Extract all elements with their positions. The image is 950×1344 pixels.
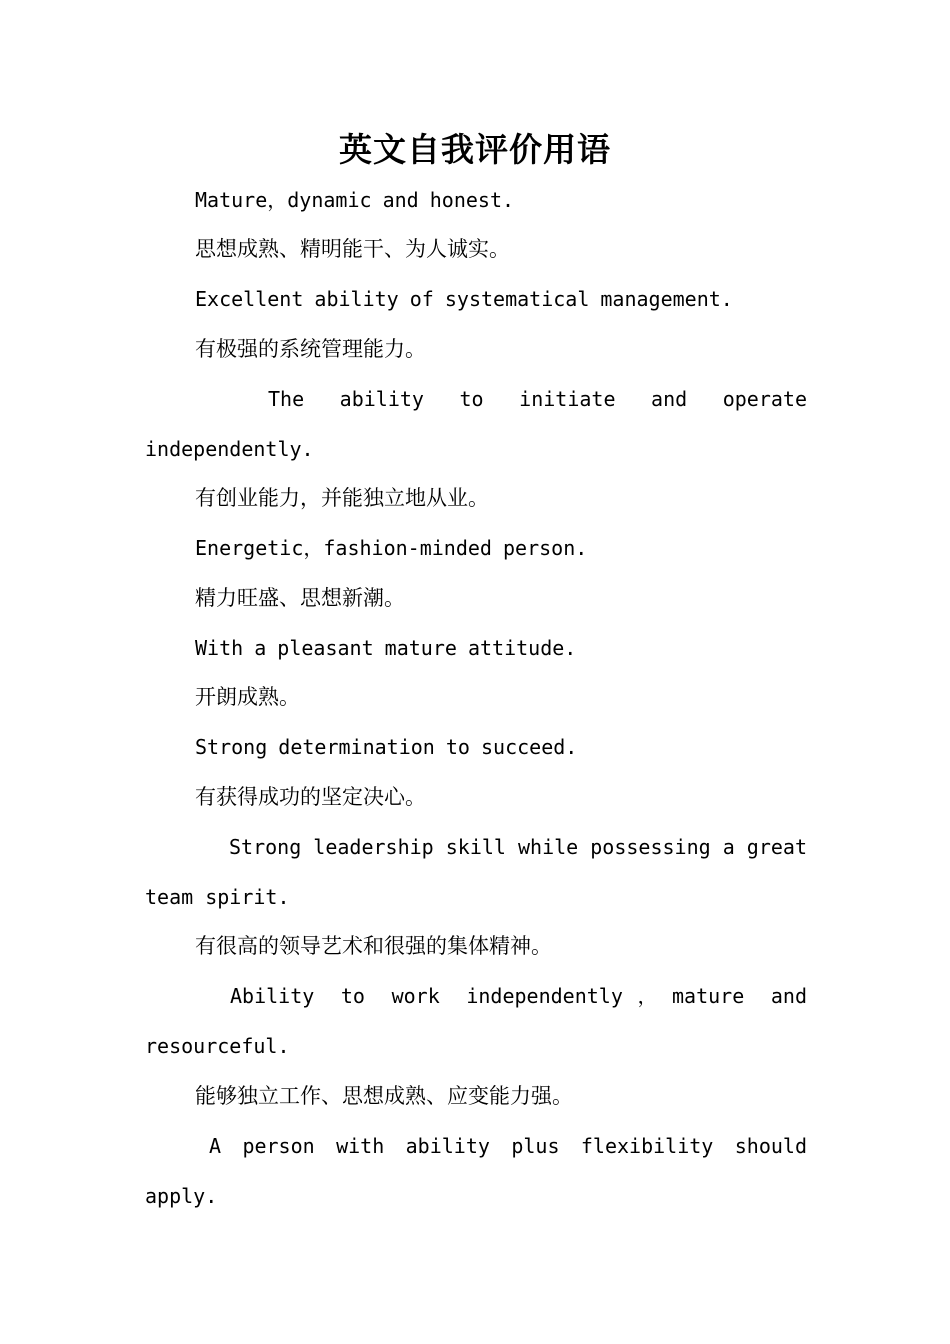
paragraph-chinese-5: 开朗成熟。 (195, 685, 300, 709)
paragraph-chinese-4: 精力旺盛、思想新潮。 (195, 586, 405, 610)
paragraph-chinese-6: 有获得成功的坚定决心。 (195, 785, 426, 809)
paragraph-chinese-8: 能够独立工作、思想成熟、应变能力强。 (195, 1084, 573, 1108)
paragraph-english-3: The ability to initiate and operate independently. (145, 387, 807, 461)
document-title: 英文自我评价用语 (339, 130, 611, 169)
paragraph-english-4: Energetic，fashion-minded person. (195, 536, 588, 560)
paragraph-english-1: Mature，dynamic and honest. (195, 188, 515, 212)
paragraph-chinese-1: 思想成熟、精明能干、为人诚实。 (195, 237, 510, 261)
paragraph-english-9: A person with ability plus flexibility should apply. (145, 1134, 807, 1208)
paragraph-english-5: With a pleasant mature attitude. (195, 636, 577, 660)
paragraph-english-8: Ability to work independently，mature and resourceful. (145, 984, 807, 1058)
paragraph-chinese-2: 有极强的系统管理能力。 (195, 337, 426, 361)
paragraph-english-6: Strong determination to succeed. (195, 735, 578, 759)
paragraph-english-2: Excellent ability of systematical management. (195, 287, 733, 311)
paragraph-chinese-3: 有创业能力，并能独立地从业。 (195, 486, 489, 510)
paragraph-english-7: Strong leadership skill while possessing a great team spirit. (145, 835, 807, 909)
paragraph-chinese-7: 有很高的领导艺术和很强的集体精神。 (195, 934, 552, 958)
